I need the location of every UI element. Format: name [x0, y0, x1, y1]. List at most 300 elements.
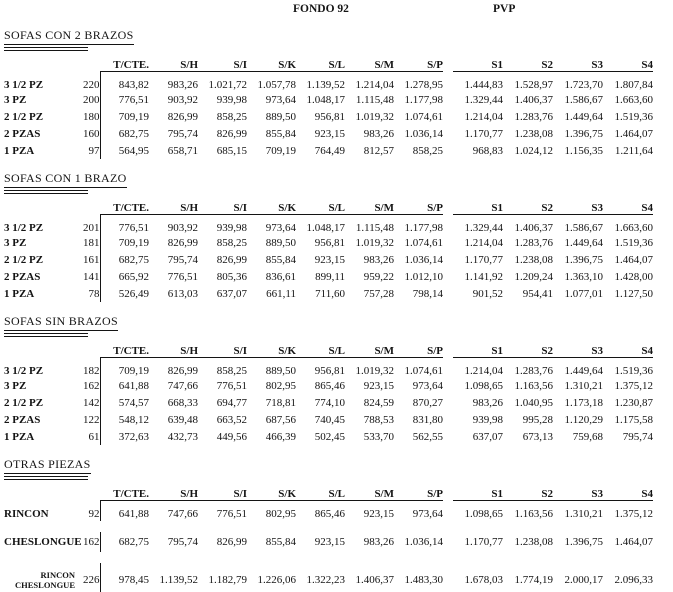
price-cell: 694,77 — [216, 396, 247, 409]
price-cell: 432,73 — [167, 430, 198, 443]
price-cell: 1.177,98 — [404, 93, 443, 106]
price-table — [4, 195, 653, 302]
section-title: OTRAS PIEZAS — [4, 457, 91, 474]
price-cell: 795,74 — [167, 127, 198, 140]
column-header-sk: S/K — [247, 481, 296, 501]
column-header-sm: S/M — [345, 195, 394, 215]
price-cell: 923,15 — [314, 127, 345, 140]
price-cell: 658,71 — [167, 144, 198, 157]
price-cell: 1.115,48 — [355, 93, 394, 106]
row-label: 3 1/2 PZ — [4, 78, 44, 91]
row-label: 3 PZ — [4, 379, 27, 392]
price-cell: 865,46 — [314, 379, 345, 392]
price-cell: 983,26 — [167, 79, 198, 91]
price-cell: 1.057,78 — [257, 79, 296, 91]
price-cell: 1.120,29 — [564, 413, 603, 426]
table-row — [4, 215, 653, 235]
row-size: 226 — [77, 563, 100, 592]
table-row — [4, 377, 653, 394]
pvp-group-header: PVP — [493, 3, 516, 15]
group-gap — [443, 142, 453, 159]
column-header-sm: S/M — [345, 52, 394, 72]
price-cell: 824,59 — [363, 396, 394, 409]
price-cell: 923,15 — [363, 379, 394, 392]
column-header-s3: S3 — [553, 481, 603, 501]
price-cell: 682,75 — [118, 253, 149, 266]
price-cell: 613,03 — [167, 287, 198, 300]
price-cell: 1.444,83 — [464, 79, 503, 91]
header-label-spacer — [4, 195, 77, 215]
table-row — [4, 91, 653, 108]
price-cell: 1.363,10 — [564, 270, 603, 283]
price-cell: 983,26 — [363, 127, 394, 140]
price-cell: 1.678,03 — [464, 573, 503, 586]
price-cell: 983,26 — [472, 396, 503, 409]
table-row — [4, 251, 653, 268]
group-gap — [443, 501, 453, 521]
column-header-si: S/I — [198, 481, 247, 501]
price-cell: 759,68 — [572, 430, 603, 443]
row-label: 2 1/2 PZ — [4, 253, 44, 266]
price-cell: 795,74 — [167, 535, 198, 548]
table-row — [4, 563, 653, 592]
price-cell: 1.807,84 — [614, 79, 653, 91]
price-cell: 1.115,48 — [355, 222, 394, 234]
price-cell: 1.586,67 — [564, 93, 603, 106]
sections-container — [4, 26, 673, 592]
price-cell: 858,25 — [216, 236, 247, 249]
double-rule — [4, 333, 88, 337]
price-cell: 1.519,36 — [614, 110, 653, 123]
price-cell: 1.214,04 — [464, 110, 503, 123]
price-cell: 1.173,18 — [564, 396, 603, 409]
price-cell: 836,61 — [265, 270, 296, 283]
row-gap — [4, 521, 653, 532]
column-header-tcte: T/CTE. — [100, 481, 149, 501]
column-header-s4: S4 — [603, 481, 653, 501]
price-cell: 682,75 — [118, 535, 149, 548]
header-label-spacer — [4, 338, 77, 358]
group-gap — [443, 91, 453, 108]
price-cell: 574,57 — [118, 396, 149, 409]
price-cell: 1.483,30 — [404, 573, 443, 586]
column-header-s2: S2 — [503, 195, 553, 215]
header-label-spacer — [4, 52, 77, 72]
price-cell: 855,84 — [265, 127, 296, 140]
row-label: 2 PZAS — [4, 413, 41, 426]
row-size: 97 — [77, 142, 100, 159]
group-gap — [443, 428, 453, 445]
group-gap — [443, 195, 453, 215]
column-header-sk: S/K — [247, 195, 296, 215]
group-gap — [443, 251, 453, 268]
price-cell: 747,66 — [167, 508, 198, 521]
price-cell: 774,10 — [314, 396, 345, 409]
section-title-block — [4, 312, 673, 337]
price-cell: 1.519,36 — [614, 236, 653, 249]
table-row — [4, 532, 653, 552]
price-cell: 668,33 — [167, 396, 198, 409]
column-header-tcte: T/CTE. — [100, 195, 149, 215]
price-cell: 1.283,76 — [514, 110, 553, 123]
header-size-spacer — [77, 195, 100, 215]
table-row — [4, 411, 653, 428]
price-cell: 954,41 — [522, 287, 553, 300]
price-cell: 1.098,65 — [464, 508, 503, 521]
column-header-s2: S2 — [503, 338, 553, 358]
price-cell: 1.036,14 — [404, 127, 443, 140]
column-header-sh: S/H — [149, 52, 198, 72]
section-title: SOFAS SIN BRAZOS — [4, 314, 118, 331]
column-header-sp: S/P — [394, 338, 443, 358]
group-gap — [443, 234, 453, 251]
double-rule — [4, 190, 88, 194]
column-header-sl: S/L — [296, 338, 345, 358]
column-header-tcte: T/CTE. — [100, 338, 149, 358]
price-cell: 1.214,04 — [355, 79, 394, 91]
price-cell: 978,45 — [118, 573, 149, 586]
table-row — [4, 142, 653, 159]
price-cell: 1.156,35 — [564, 144, 603, 157]
price-cell: 1.077,01 — [564, 287, 603, 300]
price-cell: 711,60 — [315, 287, 345, 300]
price-cell: 1.238,08 — [514, 535, 553, 548]
price-cell: 548,12 — [118, 413, 149, 426]
price-cell: 870,27 — [412, 396, 443, 409]
price-cell: 641,88 — [118, 379, 149, 392]
price-cell: 740,45 — [314, 413, 345, 426]
price-cell: 812,57 — [363, 144, 394, 157]
section-otras-piezas — [4, 455, 673, 592]
price-cell: 1.238,08 — [514, 253, 553, 266]
price-cell: 1.139,52 — [159, 573, 198, 586]
price-cell: 663,52 — [216, 413, 247, 426]
price-cell: 995,28 — [522, 413, 553, 426]
group-gap — [443, 411, 453, 428]
price-cell: 939,98 — [216, 222, 247, 234]
price-cell: 673,13 — [522, 430, 553, 443]
price-cell: 776,51 — [216, 379, 247, 392]
price-cell: 983,26 — [363, 253, 394, 266]
row-size: 201 — [77, 215, 100, 235]
price-cell: 764,49 — [314, 144, 345, 157]
price-cell: 564,95 — [118, 144, 149, 157]
price-cell: 665,92 — [118, 270, 149, 283]
column-header-s3: S3 — [553, 195, 603, 215]
column-header-s1: S1 — [453, 338, 503, 358]
header-size-spacer — [77, 52, 100, 72]
price-cell: 1.127,50 — [614, 287, 653, 300]
row-size: 92 — [77, 501, 100, 521]
price-cell: 843,82 — [118, 79, 149, 91]
price-cell: 1.098,65 — [464, 379, 503, 392]
row-size: 160 — [77, 125, 100, 142]
price-cell: 802,95 — [265, 379, 296, 392]
row-size: 142 — [77, 394, 100, 411]
price-cell: 1.449,64 — [564, 110, 603, 123]
row-label — [4, 563, 77, 592]
section-title-block — [4, 455, 673, 480]
price-cell: 709,19 — [118, 110, 149, 123]
price-cell: 826,99 — [167, 365, 198, 377]
column-header-tcte: T/CTE. — [100, 52, 149, 72]
price-cell: 973,64 — [265, 222, 296, 234]
group-gap — [443, 563, 453, 592]
table-row — [4, 394, 653, 411]
price-cell: 889,50 — [265, 236, 296, 249]
price-cell: 959,22 — [363, 270, 394, 283]
section-title-block — [4, 26, 673, 51]
price-cell: 687,56 — [265, 413, 296, 426]
column-header-sm: S/M — [345, 338, 394, 358]
section-title: SOFAS CON 1 BRAZO — [4, 171, 127, 188]
price-cell: 798,14 — [412, 287, 443, 300]
row-label: 1 PZA — [4, 287, 35, 300]
price-cell: 1.406,37 — [355, 573, 394, 586]
price-cell: 1.723,70 — [564, 79, 603, 91]
price-cell: 1.024,12 — [514, 144, 553, 157]
price-cell: 1.283,76 — [514, 365, 553, 377]
price-cell: 466,39 — [265, 430, 296, 443]
column-header-sl: S/L — [296, 52, 345, 72]
price-cell: 973,64 — [265, 93, 296, 106]
price-cell: 1.214,04 — [464, 236, 503, 249]
row-size: 162 — [77, 532, 100, 552]
row-label: 3 1/2 PZ — [4, 364, 44, 377]
table-row — [4, 268, 653, 285]
price-cell: 903,92 — [167, 93, 198, 106]
price-cell: 1.019,32 — [355, 236, 394, 249]
column-header-sh: S/H — [149, 481, 198, 501]
price-cell: 1.048,17 — [306, 222, 345, 234]
price-cell: 1.175,58 — [614, 413, 653, 426]
header-label-spacer — [4, 481, 77, 501]
row-label: 2 PZAS — [4, 127, 41, 140]
group-gap — [443, 377, 453, 394]
price-cell: 1.214,04 — [464, 365, 503, 377]
price-cell: 1.021,72 — [208, 79, 247, 91]
price-cell: 776,51 — [167, 270, 198, 283]
price-cell: 757,28 — [363, 287, 394, 300]
price-table — [4, 52, 653, 159]
price-cell: 1.396,75 — [564, 127, 603, 140]
price-cell: 1.329,44 — [464, 222, 503, 234]
price-cell: 637,07 — [472, 430, 503, 443]
column-header-s4: S4 — [603, 52, 653, 72]
group-gap — [443, 481, 453, 501]
price-cell: 709,19 — [118, 236, 149, 249]
price-cell: 1.170,77 — [464, 127, 503, 140]
price-cell: 855,84 — [265, 535, 296, 548]
price-cell: 1.396,75 — [564, 535, 603, 548]
column-header-s4: S4 — [603, 195, 653, 215]
price-cell: 956,81 — [314, 365, 345, 377]
price-cell: 1.322,23 — [306, 573, 345, 586]
table-row — [4, 358, 653, 378]
group-gap — [443, 285, 453, 302]
price-cell: 1.074,61 — [404, 365, 443, 377]
column-header-s1: S1 — [453, 481, 503, 501]
price-cell: 939,98 — [472, 413, 503, 426]
price-cell: 709,19 — [265, 144, 296, 157]
price-cell: 1.211,64 — [614, 144, 653, 157]
row-label: RINCON — [4, 508, 49, 520]
column-header-row — [4, 338, 653, 358]
price-cell: 1.238,08 — [514, 127, 553, 140]
column-header-sl: S/L — [296, 195, 345, 215]
price-cell: 983,26 — [363, 535, 394, 548]
price-cell: 776,51 — [118, 93, 149, 106]
price-cell: 923,15 — [363, 508, 394, 521]
price-cell: 858,25 — [216, 365, 247, 377]
price-cell: 1.663,60 — [614, 93, 653, 106]
price-cell: 1.278,95 — [404, 79, 443, 91]
price-cell: 889,50 — [265, 110, 296, 123]
column-header-sl: S/L — [296, 481, 345, 501]
column-header-si: S/I — [198, 52, 247, 72]
column-header-sm: S/M — [345, 481, 394, 501]
price-cell: 826,99 — [167, 110, 198, 123]
row-gap-cell — [4, 552, 653, 563]
price-cell: 865,46 — [314, 508, 345, 521]
price-cell: 1.074,61 — [404, 110, 443, 123]
price-cell: 1.396,75 — [564, 253, 603, 266]
price-cell: 1.012,10 — [404, 270, 443, 283]
group-gap — [443, 268, 453, 285]
price-cell: 826,99 — [216, 535, 247, 548]
price-cell: 1.283,76 — [514, 236, 553, 249]
price-cell: 903,92 — [167, 222, 198, 234]
price-cell: 1.449,64 — [564, 365, 603, 377]
column-header-row — [4, 52, 653, 72]
column-header-s2: S2 — [503, 481, 553, 501]
price-cell: 788,53 — [363, 413, 394, 426]
price-cell: 826,99 — [216, 253, 247, 266]
group-gap — [443, 52, 453, 72]
row-size: 61 — [77, 428, 100, 445]
double-rule — [4, 47, 88, 51]
row-size: 161 — [77, 251, 100, 268]
column-header-s3: S3 — [553, 52, 603, 72]
table-row — [4, 428, 653, 445]
group-gap — [443, 215, 453, 235]
row-size: 182 — [77, 358, 100, 378]
price-cell: 1.375,12 — [614, 379, 653, 392]
price-cell: 709,19 — [118, 365, 149, 377]
group-gap — [443, 72, 453, 92]
price-cell: 923,15 — [314, 535, 345, 548]
column-header-si: S/I — [198, 195, 247, 215]
row-size: 200 — [77, 91, 100, 108]
price-cell: 1.040,95 — [514, 396, 553, 409]
price-cell: 826,99 — [216, 127, 247, 140]
price-cell: 1.663,60 — [614, 222, 653, 234]
column-header-sp: S/P — [394, 195, 443, 215]
price-cell: 1.464,07 — [614, 253, 653, 266]
row-size: 180 — [77, 108, 100, 125]
column-header-sk: S/K — [247, 52, 296, 72]
price-cell: 533,70 — [363, 430, 394, 443]
price-cell: 855,84 — [265, 253, 296, 266]
price-cell: 899,11 — [315, 270, 345, 283]
row-label: 3 PZ — [4, 93, 27, 106]
price-cell: 939,98 — [216, 93, 247, 106]
price-cell: 1.406,37 — [514, 222, 553, 234]
price-cell: 526,49 — [118, 287, 149, 300]
row-label-line: CHESLONGUE — [15, 579, 75, 590]
price-cell: 1.163,56 — [514, 508, 553, 521]
price-cell: 1.230,87 — [614, 396, 653, 409]
price-cell: 685,15 — [216, 144, 247, 157]
column-group-headers — [4, 3, 673, 16]
price-cell: 889,50 — [265, 365, 296, 377]
price-cell: 1.177,98 — [404, 222, 443, 234]
header-size-spacer — [77, 338, 100, 358]
price-table — [4, 481, 653, 592]
price-cell: 956,81 — [314, 110, 345, 123]
price-cell: 1.464,07 — [614, 127, 653, 140]
section-sofas-con-1-brazo — [4, 169, 673, 302]
price-cell: 1.019,32 — [355, 365, 394, 377]
price-cell: 1.163,56 — [514, 379, 553, 392]
column-header-row — [4, 195, 653, 215]
price-cell: 1.170,77 — [464, 535, 503, 548]
column-header-sh: S/H — [149, 338, 198, 358]
section-sofas-sin-brazos — [4, 312, 673, 445]
column-header-s4: S4 — [603, 338, 653, 358]
row-label: 3 1/2 PZ — [4, 221, 44, 234]
price-cell: 1.074,61 — [404, 236, 443, 249]
group-gap — [443, 108, 453, 125]
table-row — [4, 501, 653, 521]
price-cell: 795,74 — [167, 253, 198, 266]
group-gap — [443, 358, 453, 378]
section-title: SOFAS CON 2 BRAZOS — [4, 28, 134, 45]
row-gap — [4, 552, 653, 563]
price-cell: 1.774,19 — [514, 573, 553, 586]
row-size: 220 — [77, 72, 100, 92]
price-cell: 831,80 — [412, 413, 443, 426]
price-cell: 449,56 — [216, 430, 247, 443]
group-gap — [443, 532, 453, 552]
price-cell: 973,64 — [412, 508, 443, 521]
price-cell: 1.519,36 — [614, 365, 653, 377]
column-header-si: S/I — [198, 338, 247, 358]
price-cell: 641,88 — [118, 508, 149, 521]
price-cell: 1.428,00 — [614, 270, 653, 283]
price-cell: 2.000,17 — [564, 573, 603, 586]
column-header-s1: S1 — [453, 195, 503, 215]
row-label: 2 PZAS — [4, 270, 41, 283]
price-cell: 1.310,21 — [564, 508, 603, 521]
price-cell: 776,51 — [118, 222, 149, 234]
price-cell: 973,64 — [412, 379, 443, 392]
column-header-s1: S1 — [453, 52, 503, 72]
group-gap — [443, 338, 453, 358]
column-header-s3: S3 — [553, 338, 603, 358]
row-label: 1 PZA — [4, 144, 35, 157]
price-cell: 1.139,52 — [306, 79, 345, 91]
price-cell: 1.209,24 — [514, 270, 553, 283]
row-size: 162 — [77, 377, 100, 394]
price-table — [4, 338, 653, 445]
price-cell: 795,74 — [622, 430, 653, 443]
price-cell: 858,25 — [216, 110, 247, 123]
price-cell: 682,75 — [118, 127, 149, 140]
price-cell: 718,81 — [265, 396, 296, 409]
price-cell: 661,11 — [266, 287, 296, 300]
price-cell: 1.048,17 — [306, 93, 345, 106]
